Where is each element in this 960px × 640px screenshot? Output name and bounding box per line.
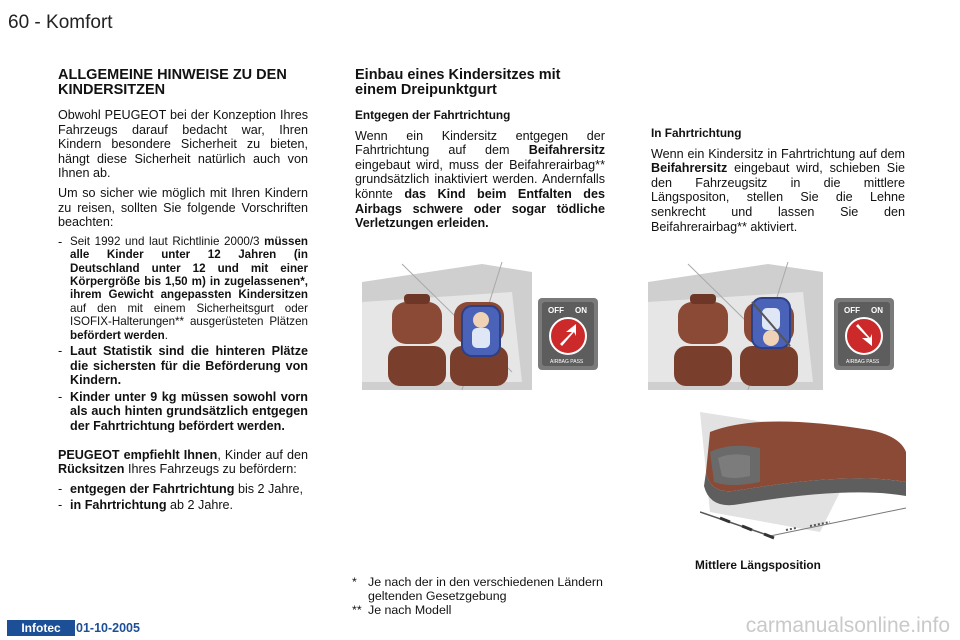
options-list bbox=[58, 482, 308, 513]
middle-column bbox=[355, 68, 605, 236]
airbag-pass-label: AIRBAG PASS bbox=[550, 359, 584, 365]
list-dash: - bbox=[58, 498, 63, 513]
right-text-2: eingebaut wird, schieben Sie den Fahrzeugsitz in die mittlere Längspositon, stellen Sie die Lehne senkrecht und lassen Sie den Beifahrerairbag** aktiviert. bbox=[651, 161, 905, 234]
rule-1-intro: Seit 1992 und laut Richtlinie 2000/3 bbox=[70, 234, 260, 248]
middle-passenger-seat: Beifahrersitz bbox=[528, 143, 606, 158]
header-separator: - bbox=[34, 12, 41, 33]
list-item bbox=[58, 390, 308, 434]
child-seat-icon bbox=[752, 298, 790, 348]
rec-brand: PEUGEOT empfiehlt Ihnen bbox=[58, 447, 218, 462]
driver-seat-icon bbox=[674, 294, 732, 386]
rec-text-2: Ihres Fahrzeugs zu befördern: bbox=[128, 462, 297, 477]
rule-1-bold: müssen alle Kinder unter 12 Jahren (in Deutschland unter 12 und mit einer Körpergröße bis 1,50 m) in zugelassenen*, ihrem Gewicht angepassten Kindersitzen bbox=[70, 234, 308, 302]
airbag-switch-icon bbox=[538, 298, 598, 370]
rule-3: Kinder unter 9 kg müssen sowohl vorn als auch hinten grundsätzlich entgegen der Fahrtrichtung befördert werden. bbox=[70, 389, 308, 433]
footnote-2 bbox=[352, 603, 612, 617]
rec-rear-seats: Rücksitzen bbox=[58, 462, 125, 477]
section-title: Komfort bbox=[46, 12, 113, 33]
right-passenger-seat: Beifahrersitz bbox=[651, 161, 728, 176]
rule-1-middle: auf den mit einem Sicherheitsgurt oder ISOFIX-Halterungen** ausgerüsteten Plätzen bbox=[70, 301, 308, 329]
seat-position-caption: Mittlere Längsposition bbox=[695, 558, 821, 572]
middle-subtitle: Entgegen der Fahrtrichtung bbox=[355, 108, 511, 122]
option-2-text: ab 2 Jahre. bbox=[170, 498, 234, 513]
left-paragraph-1: Obwohl PEUGEOT bei der Konzeption Ihres Fahrzeugs darauf bedacht war, Ihren Kindern besondere Sicherheit zu bieten, hängt diese Sicherheit natürlich auch von Ihnen ab. bbox=[58, 108, 308, 181]
middle-paragraph bbox=[355, 129, 605, 231]
footnote-mark: * bbox=[352, 575, 357, 589]
rear-facing-seat-illustration bbox=[362, 262, 602, 390]
footnote-1 bbox=[352, 575, 612, 603]
off-label: OFF bbox=[548, 306, 564, 315]
airbag-pass-label: AIRBAG PASS bbox=[846, 359, 880, 365]
list-item bbox=[58, 482, 308, 497]
middle-text-2: eingebaut wird, muss der Beifahrerairbag** grundsätzlich inaktiviert werden. Andernfalls könnte bbox=[355, 157, 605, 201]
right-column bbox=[651, 126, 905, 239]
watermark: carmanualsonline.info bbox=[745, 614, 950, 637]
middle-title: Einbau eines Kindersitzes mit einem Dreipunktgurt bbox=[355, 67, 561, 98]
rule-2: Laut Statistik sind die hinteren Plätze die sichersten für die Beförderung von Kindern. bbox=[70, 344, 308, 388]
right-subtitle: In Fahrtrichtung bbox=[651, 126, 742, 140]
list-dash: - bbox=[58, 389, 63, 404]
rules-list bbox=[58, 235, 308, 434]
rec-text-1: , Kinder auf den bbox=[217, 447, 308, 462]
left-paragraph-2: Um so sicher wie möglich mit Ihren Kindern zu reisen, sollten Sie folgende Vorschriften beachten: bbox=[58, 185, 308, 230]
option-1-text: bis 2 Jahre, bbox=[237, 481, 304, 496]
option-2-bold: in Fahrtrichtung bbox=[70, 498, 167, 513]
seat-rail-illustration bbox=[700, 412, 908, 548]
middle-text-1: Wenn ein Kindersitz entgegen der Fahrtrichtung auf dem bbox=[355, 128, 605, 158]
middle-warning: das Kind beim Entfalten des Airbags schwere oder sogar tödliche Verletzungen erleiden. bbox=[355, 186, 605, 231]
off-label: OFF bbox=[844, 306, 860, 315]
footnote-text: Je nach Modell bbox=[368, 603, 452, 617]
infotec-logo: Infotec bbox=[7, 620, 75, 636]
right-paragraph bbox=[651, 147, 905, 235]
page-number: 60 bbox=[8, 12, 30, 33]
left-column bbox=[58, 68, 308, 515]
seat-cushion-icon bbox=[704, 421, 906, 505]
list-dash: - bbox=[58, 344, 63, 358]
footnote-text: Je nach der in den verschiedenen Ländern geltenden Gesetzgebung bbox=[368, 575, 603, 603]
driver-seat-icon bbox=[388, 294, 446, 386]
list-item bbox=[58, 344, 308, 388]
footnotes bbox=[352, 575, 612, 617]
list-item bbox=[58, 498, 308, 513]
list-item bbox=[58, 235, 308, 342]
airbag-switch-icon bbox=[834, 298, 894, 370]
footer-date: 01-10-2005 bbox=[76, 621, 140, 635]
page-header bbox=[8, 12, 113, 34]
left-title: ALLGEMEINE HINWEISE ZU DEN KINDERSITZEN bbox=[58, 67, 287, 98]
rule-1-end-bold: befördert werden bbox=[70, 328, 165, 342]
child-seat-icon bbox=[462, 306, 500, 356]
on-label: ON bbox=[871, 306, 883, 315]
forward-facing-seat-illustration bbox=[648, 262, 900, 390]
rule-1-period: . bbox=[164, 328, 168, 342]
option-1-bold: entgegen der Fahrtrichtung bbox=[70, 481, 235, 496]
list-dash: - bbox=[58, 481, 63, 496]
footnote-mark: ** bbox=[352, 603, 362, 617]
right-text-1: Wenn ein Kindersitz in Fahrtrichtung auf dem bbox=[651, 146, 905, 161]
recommendation bbox=[58, 448, 308, 477]
list-dash: - bbox=[58, 234, 63, 249]
on-label: ON bbox=[575, 306, 587, 315]
